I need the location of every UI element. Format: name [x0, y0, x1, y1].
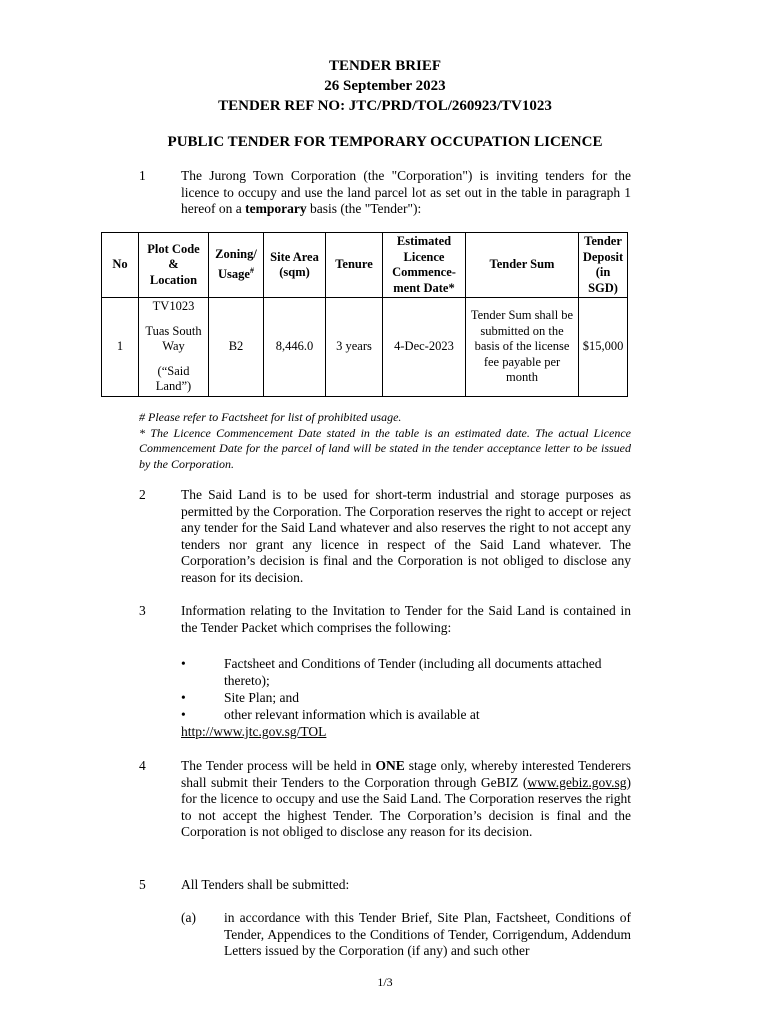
list-item: Site Plan; and	[224, 690, 299, 705]
sub-item-label: (a)	[181, 910, 196, 925]
paragraph-text: The Tender process will be held in	[181, 758, 376, 773]
list-item: Factsheet and Conditions of Tender (including all documents attached thereto);	[224, 656, 602, 688]
cell-tender-deposit: $15,000	[579, 298, 628, 397]
plot-said-land: (“Said Land”)	[155, 363, 192, 393]
doc-date: 26 September 2023	[324, 78, 446, 94]
para-number: 4	[139, 758, 146, 773]
table-notes	[139, 410, 631, 472]
note-prohibited-usage: # Please refer to Factsheet for list of prohibited usage.	[139, 410, 402, 424]
header-text: &	[168, 257, 179, 272]
paragraph-text: basis (the "Tender"):	[306, 201, 422, 216]
para-number: 5	[139, 877, 146, 892]
paragraph-3: Information relating to the Invitation to Tender for the Said Land is contained in the Tender Packet which comprises the following:	[181, 603, 631, 635]
doc-subtitle: PUBLIC TENDER FOR TEMPORARY OCCUPATION LICENCE	[167, 134, 603, 150]
cell-tenure: 3 years	[326, 298, 383, 397]
header-plot-code	[139, 233, 209, 298]
header-site-area: Site Area (sqm)	[264, 233, 326, 298]
gebiz-link[interactable]: www.gebiz.gov.sg	[527, 774, 627, 790]
cell-site-area: 8,446.0	[264, 298, 326, 397]
header-commencement-date: Estimated Licence Commence-ment Date*	[383, 233, 466, 298]
header-no: No	[102, 233, 139, 298]
list-item: other relevant information which is available at	[224, 707, 480, 722]
table-row	[102, 298, 628, 397]
bullet-icon: •	[181, 707, 186, 722]
plot-code: TV1023	[152, 299, 195, 313]
cell-no: 1	[102, 298, 139, 397]
jtc-tol-link[interactable]: http://www.jtc.gov.sg/TOL	[181, 724, 327, 739]
bold-term: ONE	[375, 758, 405, 773]
paragraph-text: The Jurong Town Corporation (the "Corporation") is inviting tenders for the licence to occupy and use the land parcel lot as set out in the table in paragraph 1 hereof on a	[181, 168, 631, 216]
para-number: 2	[139, 487, 146, 502]
sub-item-text: in accordance with this Tender Brief, Site Plan, Factsheet, Conditions of Tender, Appendices to the Conditions of Tender, Corrigendum, Addendum Letters issued by the Corporation (if any) and such other	[224, 910, 631, 958]
page-number: 1/3	[377, 975, 393, 989]
tender-table	[101, 232, 628, 397]
tender-ref: TENDER REF NO: JTC/PRD/TOL/260923/TV1023	[218, 98, 552, 114]
paragraph-1	[181, 168, 631, 218]
plot-location: Tuas South Way	[145, 323, 202, 353]
header-tender-deposit: Tender Deposit (in SGD)	[579, 233, 628, 298]
note-commencement-date: * The Licence Commencement Date stated in the table is an estimated date. The actual Licence Commencement Date for the parcel of land will be stated in the tender acceptance letter to be issued by the Corporation.	[139, 425, 631, 471]
para-number: 3	[139, 603, 146, 618]
table-header-row	[102, 233, 628, 298]
header-superscript: #	[249, 265, 254, 275]
bullet-icon: •	[181, 690, 186, 705]
header-text: Location	[149, 272, 198, 287]
cell-commencement-date: 4-Dec-2023	[383, 298, 466, 397]
header-tenure: Tenure	[326, 233, 383, 298]
bullet-icon: •	[181, 656, 186, 671]
cell-tender-sum: Tender Sum shall be submitted on the basis of the license fee payable per month	[466, 298, 579, 397]
header-text: Zoning/ Usage	[215, 247, 257, 282]
header-tender-sum: Tender Sum	[466, 233, 579, 298]
paragraph-2: The Said Land is to be used for short-term industrial and storage purposes as permitted by the Corporation. The Corporation reserves the right to accept or reject any tender for the Said Land whatever and also reserves the right to not accept any tenders nor grant any licence in respect of the Said Land whatever. The Corporation’s decision is final and the Corporation is not obliged to disclose any reason for its decision.	[181, 487, 631, 585]
doc-title: TENDER BRIEF	[328, 58, 442, 74]
cell-plot	[139, 298, 209, 397]
paragraph-text: ) for the licence to occupy and use the Said Land. The Corporation reserves the right to not accept the highest Tender. The Corporation’s decision is final and the Corporation is not obliged to disclose any reason for its decision.	[181, 774, 631, 839]
para-number: 1	[139, 168, 146, 183]
header-text: Plot Code	[147, 241, 200, 256]
paragraph-text: stage only, whereby interested Tenderers shall submit their Tenders to the Corporation through GeBIZ (	[181, 758, 631, 790]
cell-zoning: B2	[209, 298, 264, 397]
paragraph-4	[181, 758, 631, 841]
header-zoning	[209, 233, 264, 298]
bold-term: temporary	[245, 201, 307, 216]
paragraph-5: All Tenders shall be submitted:	[181, 877, 350, 892]
